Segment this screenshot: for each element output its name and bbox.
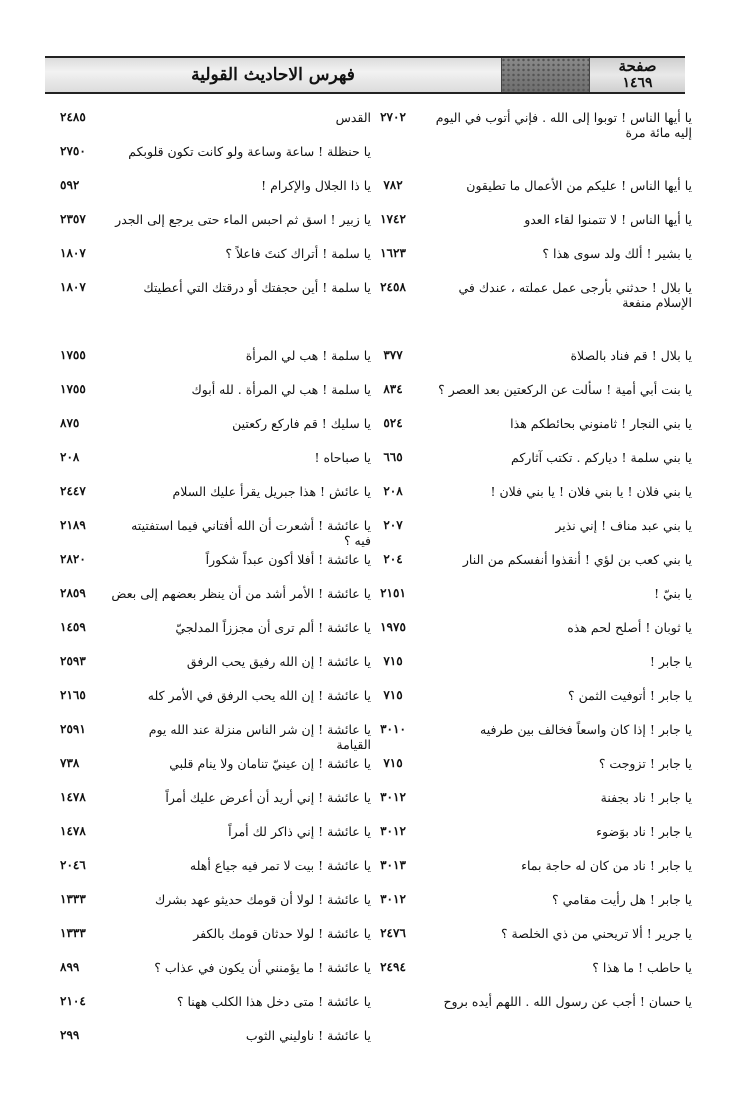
index-entry: [60, 550, 415, 584]
hadith-text: يا بني عبد مناف ! إني نذير: [555, 518, 692, 533]
hadith-number: ٨٧٥: [60, 416, 80, 430]
index-entry: [60, 278, 415, 346]
hadith-number: ٢٤٥٨: [380, 280, 406, 294]
index-entry: [380, 618, 692, 652]
index-entry: [383, 414, 692, 448]
index-entry: [383, 686, 692, 720]
index-entry: [60, 244, 415, 278]
hadith-text: يا حنظلة ! ساعة وساعة ولو كانت تكون قلوبكم: [128, 144, 371, 159]
index-entry: [380, 890, 692, 924]
hadith-number: ٢٩٩: [60, 1028, 80, 1042]
hadith-text: يا أيها الناس ! توبوا إلى الله . فإني أتوب في اليوم إليه مائة مرة: [435, 110, 692, 140]
hadith-text: يا سلمة ! أين حجفتك أو درقتك التي أعطيتك: [143, 280, 371, 295]
hadith-text: يا عائش ! هذا جبريل يقرأ عليك السلام: [172, 484, 371, 499]
hadith-number: ٢٥٩١: [60, 722, 86, 736]
hadith-text: يا عائشة ! أفلا أكون عبداً شكوراً: [205, 552, 371, 567]
hadith-text: يا عائشة ! إني أريد أن أعرض عليك أمراً: [165, 790, 371, 805]
hadith-text: يا بلال ! قم فناد بالصلاة: [570, 348, 692, 363]
hadith-number: ٢٤٩٤: [380, 960, 406, 974]
hadith-number: ٥٩٢: [60, 178, 80, 192]
index-entry: [60, 516, 415, 550]
index-entry: [60, 448, 415, 482]
hadith-text: يا بني فلان ! يا بني فلان ! يا بني فلان !: [490, 484, 692, 499]
hadith-number: ٢١٠٤: [60, 994, 86, 1008]
hadith-number: ٢٥٩٣: [60, 654, 86, 668]
index-entry: [60, 652, 415, 686]
hadith-text: يا عائشة ! إن الله رفيق يحب الرفق: [186, 654, 371, 669]
right-column: [380, 108, 692, 1026]
hadith-number: ٢٧٠٢: [380, 110, 406, 124]
hadith-number: ١٨٠٧: [60, 246, 86, 260]
hadith-text: يا ذا الجلال والإكرام !: [261, 178, 371, 193]
page-word: صفحة: [618, 57, 657, 75]
hadith-number: ٢٠٤: [383, 552, 403, 566]
index-entry: [383, 380, 692, 414]
hadith-number: ٢٠٧: [383, 518, 403, 532]
hadith-text: يا جابر ! ناد من كان له حاجة بماء: [521, 858, 692, 873]
index-entry: [60, 958, 415, 992]
index-entry: [380, 584, 692, 618]
hadith-number: ٨٣٤: [383, 382, 403, 396]
hadith-number: ٢٨٥٩: [60, 586, 86, 600]
hadith-text: يا بني النجار ! ثامنوني بحائطكم هذا: [510, 416, 692, 431]
hadith-text: يا عائشة ! إن الله يحب الرفق في الأمر كله: [147, 688, 371, 703]
index-entry: [60, 618, 415, 652]
hadith-number: ٢٣٥٧: [60, 212, 86, 226]
hadith-number: ١٣٣٣: [60, 892, 86, 906]
hadith-number: ٢٤٤٧: [60, 484, 86, 498]
hadith-number: ٣٠١٢: [380, 892, 406, 906]
hadith-number: ١٤٥٩: [60, 620, 86, 634]
hadith-number: ٨٩٩: [60, 960, 80, 974]
index-entry: [383, 482, 692, 516]
index-entry: [60, 584, 415, 618]
hadith-text: يا جرير ! ألا تريحني من ذي الخلصة ؟: [500, 926, 692, 941]
hadith-text: يا حاطب ! ما هذا ؟: [592, 960, 692, 975]
index-entry: [60, 992, 415, 1026]
index-entry: [380, 788, 692, 822]
hadith-text: القدس: [335, 110, 371, 125]
hadith-text: يا سلمة ! أتراك كنتَ فاعلاً ؟: [225, 246, 371, 261]
index-entry: [380, 856, 692, 890]
index-entry: [60, 1026, 415, 1060]
index-entry: [380, 210, 692, 244]
header-title: فهرس الاحاديث القولية: [45, 58, 502, 92]
hadith-number: ١٦٢٣: [380, 246, 406, 260]
hadith-text: يا بشير ! ألك ولد سوى هذا ؟: [542, 246, 692, 261]
hadith-number: ١٨٠٧: [60, 280, 86, 294]
hadith-text: يا جابر ! هل رأيت مقامي ؟: [552, 892, 692, 907]
hadith-text: يا زبير ! اسق ثم احبس الماء حتى يرجع إلى الجدر: [115, 212, 371, 227]
hadith-text: يا عائشة ! أشعرت أن الله أفتاني فيما استفتيته فيه ؟: [131, 518, 371, 548]
hadith-text: يا سليك ! قم فاركع ركعتين: [232, 416, 371, 431]
hadith-text: يا عائشة ! لولا أن قومك حديثو عهد بشرك: [154, 892, 371, 907]
hadith-number: ٣٠١٠: [380, 722, 406, 736]
left-column: [60, 108, 415, 1060]
hadith-text: يا بنت أبي أمية ! سألت عن الركعتين بعد العصر ؟: [438, 382, 692, 397]
hadith-text: يا جابر ! ناد بجفنة: [600, 790, 692, 805]
hadith-text: يا عائشة ! بيت لا تمر فيه جياع أهله: [189, 858, 371, 873]
index-entry: [380, 278, 692, 346]
hadith-text: يا صباحاه !: [314, 450, 371, 465]
hadith-number: ٢٠٨: [383, 484, 403, 498]
hadith-number: ٧١٥: [383, 688, 403, 702]
page-number-box: [589, 58, 685, 92]
hadith-number: ١٣٣٣: [60, 926, 86, 940]
hadith-number: ١٤٧٨: [60, 824, 86, 838]
index-entry: [383, 448, 692, 482]
hadith-text: يا بلال ! حدثني بأرجى عمل عملته ، عندك في الإسلام منفعة: [458, 280, 692, 310]
hadith-text: يا عائشة ! ألم ترى أن مجززاً المدلجيّ: [175, 620, 371, 635]
index-entry: [380, 108, 692, 176]
hadith-text: يا جابر ! أتوفيت الثمن ؟: [568, 688, 692, 703]
hadith-number: ٢١٨٩: [60, 518, 86, 532]
hadith-text: يا عائشة ! إن شر الناس منزلة عند الله يوم القيامة: [148, 722, 371, 752]
hadith-number: ٢٤٨٥: [60, 110, 86, 124]
hadith-text: يا عائشة ! إن عينيّ تنامان ولا ينام قلبي: [169, 756, 371, 771]
hadith-text: يا جابر ! إذا كان واسعاً فخالف بين طرفيه: [480, 722, 692, 737]
hadith-text: يا عائشة ! ما يؤمنني أن يكون في عذاب ؟: [154, 960, 371, 975]
index-entry: [60, 720, 415, 754]
index-entry: [380, 822, 692, 856]
hadith-number: ٣٠١٢: [380, 790, 406, 804]
hadith-number: ٣٠١٢: [380, 824, 406, 838]
hadith-text: يا أيها الناس ! عليكم من الأعمال ما تطيقون: [466, 178, 692, 193]
page-header: [45, 56, 685, 94]
index-entry: [60, 176, 415, 210]
index-entry: [383, 652, 692, 686]
hadith-number: ٦٦٥: [383, 450, 403, 464]
hadith-text: يا عائشة ! لولا حدثان قومك بالكفر: [193, 926, 371, 941]
hadith-number: ٥٢٤: [383, 416, 403, 430]
index-entry: [380, 924, 692, 958]
hadith-number: ٧١٥: [383, 756, 403, 770]
hadith-number: ٢٠٨: [60, 450, 80, 464]
hadith-number: ١٧٥٥: [60, 382, 86, 396]
hadith-text: يا ثوبان ! أصلح لحم هذه: [567, 620, 692, 635]
index-entry: [60, 856, 415, 890]
hadith-text: يا حسان ! أجب عن رسول الله . اللهم أيده بروح: [443, 994, 692, 1009]
index-entry: [60, 346, 415, 380]
hadith-number: ١٤٧٨: [60, 790, 86, 804]
hadith-number: ٧١٥: [383, 654, 403, 668]
index-entry: [60, 108, 415, 142]
hadith-text: يا عائشة ! ناوليني الثوب: [245, 1028, 371, 1043]
hadith-number: ٢١٦٥: [60, 688, 86, 702]
hadith-number: ٢٤٧٦: [380, 926, 406, 940]
page-number: ١٤٦٩: [622, 75, 653, 91]
hadith-number: ٣٧٧: [383, 348, 403, 362]
hadith-text: يا عائشة ! الأمر أشد من أن ينظر بعضهم إلى بعض: [111, 586, 371, 601]
index-entry: [383, 176, 692, 210]
index-entry: [380, 720, 692, 754]
hadith-text: يا عائشة ! متى دخل هذا الكلب ههنا ؟: [176, 994, 371, 1009]
index-entry: [60, 924, 415, 958]
index-entry: [60, 686, 415, 720]
header-decorative-band: [502, 58, 589, 92]
index-entry: [60, 142, 415, 176]
hadith-number: ٢٧٥٠: [60, 144, 86, 158]
hadith-number: ١٧٤٢: [380, 212, 406, 226]
index-entry: [60, 890, 415, 924]
hadith-number: ١٧٥٥: [60, 348, 86, 362]
hadith-number: ٢١٥١: [380, 586, 406, 600]
index-entry: [60, 822, 415, 856]
index-entry: [60, 380, 415, 414]
hadith-text: يا جابر ! تزوجت ؟: [598, 756, 692, 771]
hadith-number: ٧٨٢: [383, 178, 403, 192]
index-entry: [383, 516, 692, 550]
index-entry: [430, 992, 692, 1026]
index-entry: [60, 482, 415, 516]
index-entry: [60, 788, 415, 822]
index-entry: [383, 550, 692, 584]
hadith-number: ٢٠٤٦: [60, 858, 86, 872]
hadith-number: ٢٨٢٠: [60, 552, 86, 566]
hadith-text: يا بني كعب بن لؤي ! أنقذوا أنفسكم من النار: [462, 552, 692, 567]
hadith-text: يا سلمة ! هب لي المرأة: [245, 348, 371, 363]
hadith-number: ١٩٧٥: [380, 620, 406, 634]
hadith-text: يا جابر ! ناد بوَضوء: [596, 824, 692, 839]
index-entry: [60, 414, 415, 448]
hadith-number: ٣٠١٣: [380, 858, 406, 872]
index-entry: [383, 346, 692, 380]
hadith-text: يا أيها الناس ! لا تتمنوا لقاء العدو: [524, 212, 692, 227]
hadith-text: يا بنيّ !: [654, 586, 692, 601]
hadith-text: يا سلمة ! هب لي المرأة . لله أبوك: [191, 382, 371, 397]
hadith-text: يا عائشة ! إني ذاكر لك أمراً: [228, 824, 371, 839]
hadith-text: يا بني سلمة ! دياركم . تكتب آثاركم: [511, 450, 692, 465]
hadith-text: يا جابر !: [649, 654, 692, 669]
hadith-number: ٧٣٨: [60, 756, 80, 770]
index-entry: [380, 244, 692, 278]
index-entry: [383, 754, 692, 788]
index-entry: [60, 754, 415, 788]
index-entry: [60, 210, 415, 244]
index-entry: [380, 958, 692, 992]
